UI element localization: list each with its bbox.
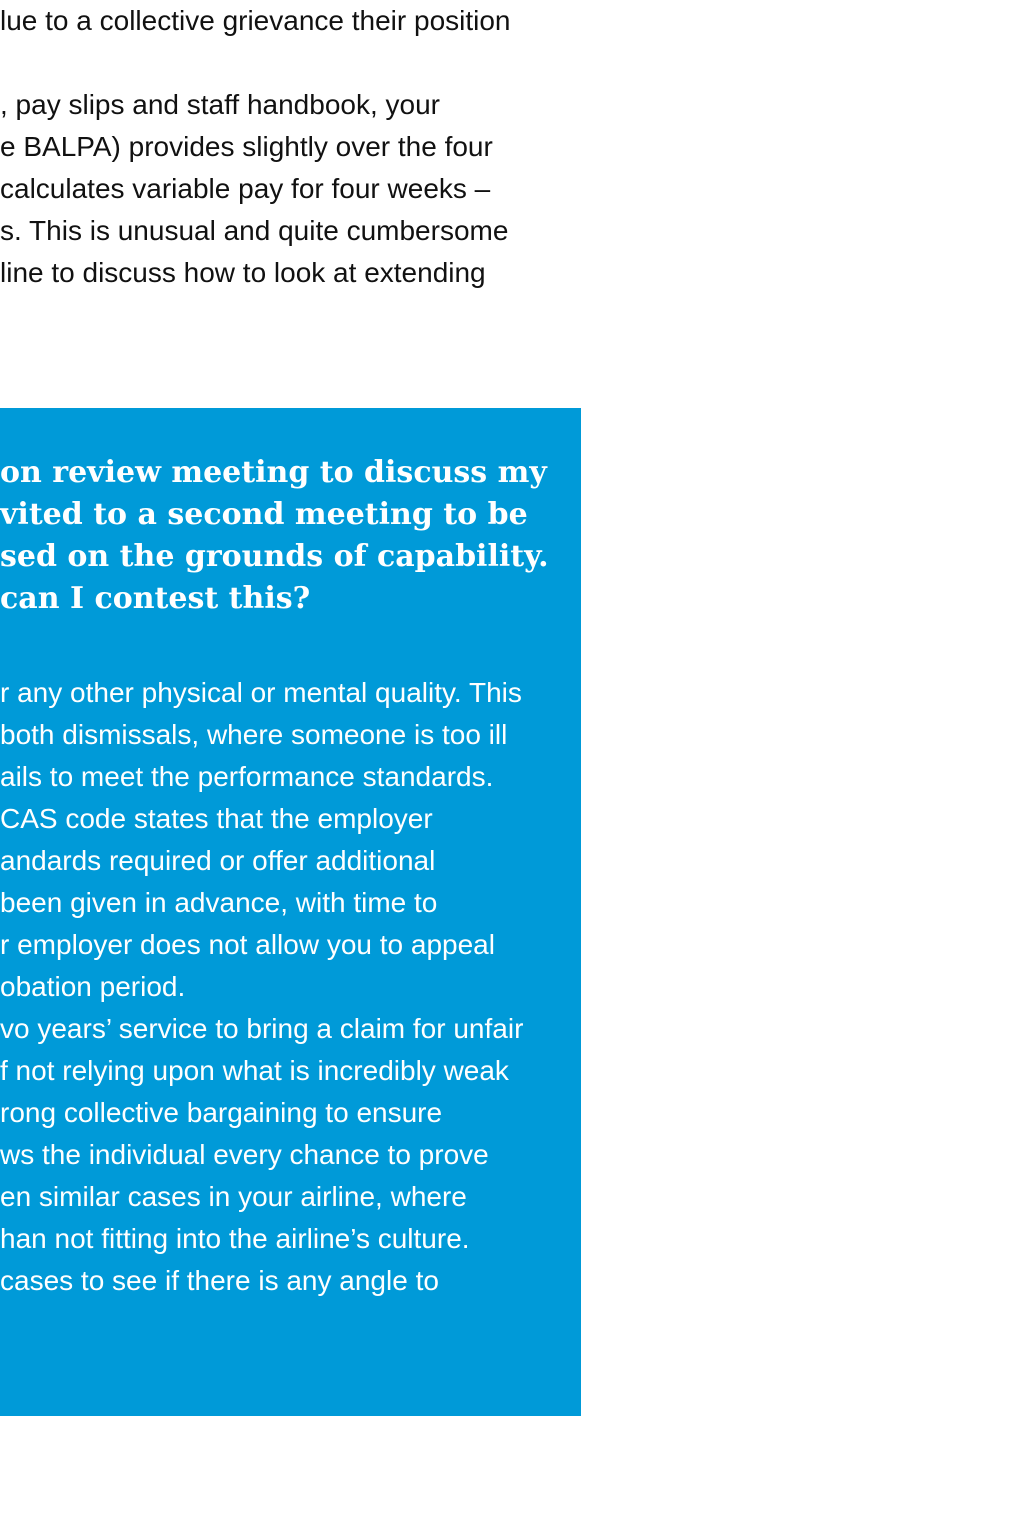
paragraph-gap — [0, 42, 600, 84]
answer-line: rong collective bargaining to ensure — [0, 1097, 443, 1128]
answer-line: han not fitting into the airline’s culture. — [0, 1223, 470, 1254]
question-line: sed on the grounds of capability. — [0, 539, 549, 574]
answer-line: en similar cases in your airline, where — [0, 1181, 467, 1212]
question-heading — [0, 452, 549, 620]
text-line: , pay slips and staff handbook, your — [0, 89, 440, 120]
answer-line: ws the individual every chance to prove — [0, 1139, 489, 1170]
answer-line: andards required or offer additional — [0, 845, 436, 876]
text-line: e BALPA) provides slightly over the four — [0, 131, 493, 162]
text-line: lue to a collective grievance their position — [0, 5, 511, 36]
answer-line: obation period. — [0, 971, 186, 1002]
answer-line: r any other physical or mental quality. This — [0, 677, 522, 708]
answer-line: CAS code states that the employer — [0, 803, 433, 834]
answer-line: been given in advance, with time to — [0, 887, 438, 918]
answer-line: cases to see if there is any angle to — [0, 1265, 439, 1296]
answer-line: ails to meet the performance standards. — [0, 761, 494, 792]
text-line: calculates variable pay for four weeks – — [0, 173, 491, 204]
question-line: vited to a second meeting to be — [0, 497, 528, 532]
question-line: can I contest this? — [0, 581, 311, 616]
answer-line: f not relying upon what is incredibly weak — [0, 1055, 509, 1086]
answer-line: both dismissals, where someone is too ill — [0, 719, 508, 750]
body-text-upper — [0, 0, 600, 294]
question-line: on review meeting to discuss my — [0, 455, 547, 490]
answer-line: vo years’ service to bring a claim for unfair — [0, 1013, 524, 1044]
text-line: s. This is unusual and quite cumbersome — [0, 215, 509, 246]
text-line: line to discuss how to look at extending — [0, 257, 486, 288]
answer-line: r employer does not allow you to appeal — [0, 929, 495, 960]
qa-callout-panel — [0, 408, 581, 1416]
answer-text — [0, 672, 523, 1302]
